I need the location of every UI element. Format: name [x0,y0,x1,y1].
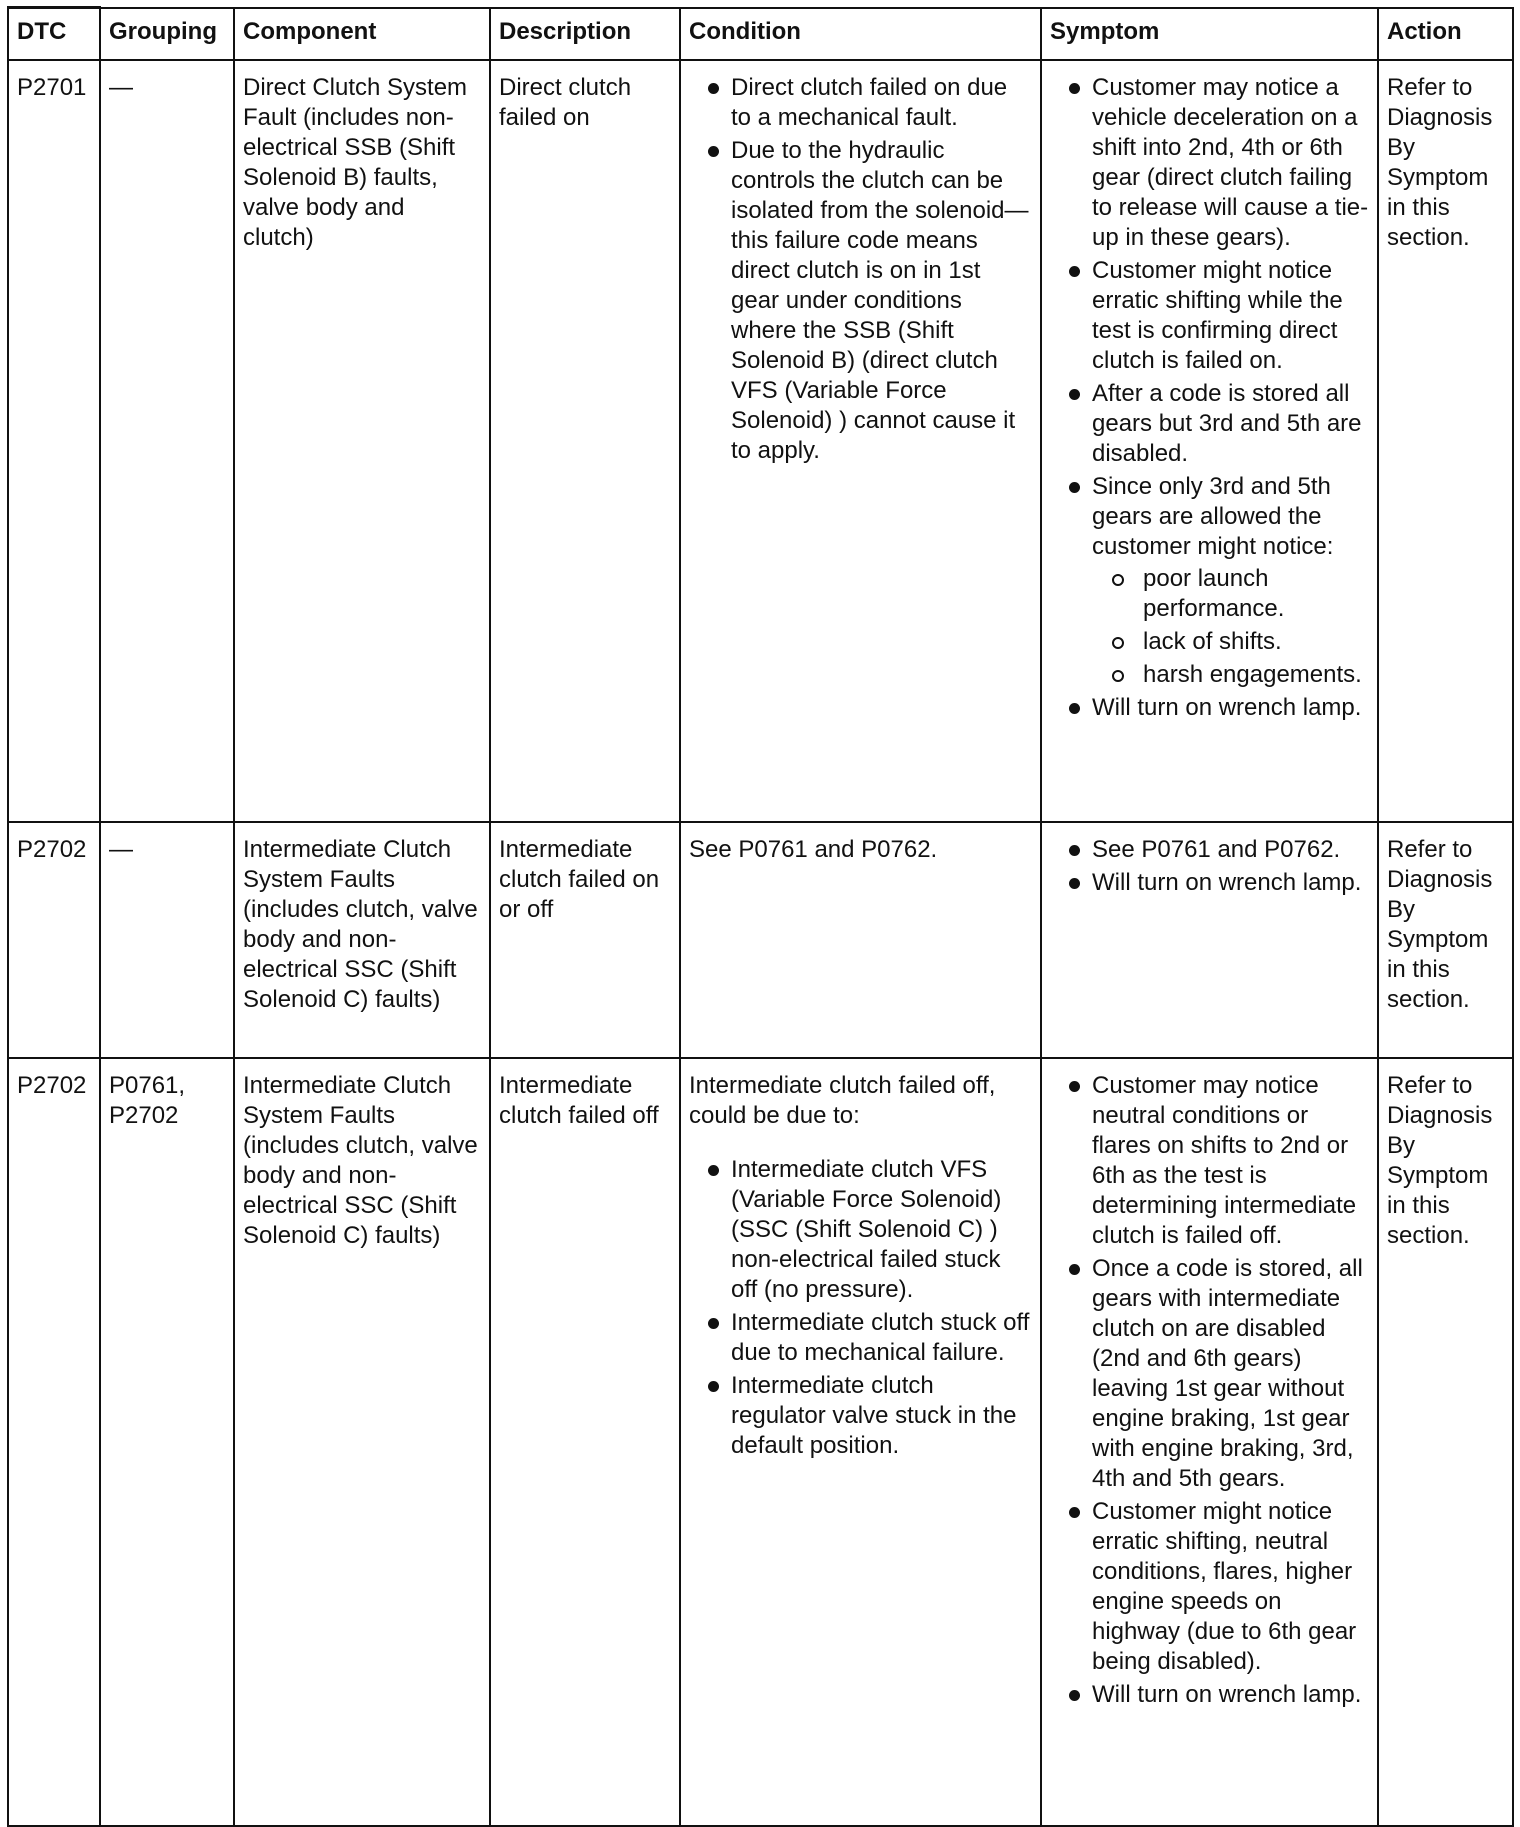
action-cell: Refer to Diagnosis By Symptom in this section. [1378,60,1513,822]
header-dtc: DTC [8,8,100,61]
header-symptom: Symptom [1041,8,1378,61]
symptom-sublist [1092,564,1369,690]
symptom-item-with-sublist [1050,472,1369,690]
condition-cell [680,60,1041,822]
symptom-subitem: poor launch performance. [1092,564,1369,624]
header-action: Action [1378,8,1513,61]
condition-item: Intermediate clutch VFS (Variable Force Solenoid) (SSC (Shift Solenoid C) ) non-electrical failed stuck off (no pressure). [689,1155,1032,1305]
condition-item: Direct clutch failed on due to a mechanical fault. [689,73,1032,133]
description-cell: Intermediate clutch failed on or off [490,822,680,1058]
action-cell: Refer to Diagnosis By Symptom in this section. [1378,1058,1513,1826]
symptom-item: Customer may notice neutral conditions or flares on shifts to 2nd or 6th as the test is determining intermediate clutch is failed off. [1050,1071,1369,1251]
dtc-table [7,6,1514,1827]
grouping-cell: — [100,822,234,1058]
table-row [8,1058,1513,1826]
symptom-item: Customer might notice erratic shifting while the test is confirming direct clutch is failed on. [1050,256,1369,376]
symptom-item: Will turn on wrench lamp. [1050,693,1369,723]
symptom-item: After a code is stored all gears but 3rd and 5th are disabled. [1050,379,1369,469]
condition-list [689,73,1032,466]
description-cell: Intermediate clutch failed off [490,1058,680,1826]
symptom-item: Customer may notice a vehicle deceleration on a shift into 2nd, 4th or 6th gear (direct clutch failing to release will cause a tie-up in these gears). [1050,73,1369,253]
dtc-cell: P2701 [8,60,100,822]
condition-cell [680,1058,1041,1826]
table-row [8,60,1513,822]
symptom-item: Customer might notice erratic shifting, neutral conditions, flares, higher engine speeds on highway (due to 6th gear being disabled). [1050,1497,1369,1677]
header-row [8,8,1513,61]
condition-cell: See P0761 and P0762. [680,822,1041,1058]
header-description: Description [490,8,680,61]
grouping-cell: — [100,60,234,822]
symptom-subitem: harsh engagements. [1092,660,1369,690]
condition-item: Intermediate clutch stuck off due to mechanical failure. [689,1308,1032,1368]
condition-item: Intermediate clutch regulator valve stuck in the default position. [689,1371,1032,1461]
symptom-cell [1041,822,1378,1058]
table-row [8,822,1513,1058]
symptom-cell [1041,60,1378,822]
dtc-cell: P2702 [8,1058,100,1826]
symptom-item: Will turn on wrench lamp. [1050,868,1369,898]
condition-item: Due to the hydraulic controls the clutch can be isolated from the solenoid— this failure code means direct clutch is on in 1st gear under conditions where the SSB (Shift Solenoid B) (direct clutch VFS (Variable Force Solenoid) ) cannot cause it to apply. [689,136,1032,466]
grouping-cell: P0761, P2702 [100,1058,234,1826]
header-condition: Condition [680,8,1041,61]
description-cell: Direct clutch failed on [490,60,680,822]
action-cell: Refer to Diagnosis By Symptom in this section. [1378,822,1513,1058]
dtc-cell: P2702 [8,822,100,1058]
symptom-item: Will turn on wrench lamp. [1050,1680,1369,1710]
symptom-list [1050,835,1369,898]
component-cell: Direct Clutch System Fault (includes non-electrical SSB (Shift Solenoid B) faults, valve body and clutch) [234,60,490,822]
condition-intro: Intermediate clutch failed off, could be due to: [689,1072,996,1129]
symptom-subitem: lack of shifts. [1092,627,1369,657]
component-cell: Intermediate Clutch System Faults (includes clutch, valve body and non-electrical SSC (Shift Solenoid C) faults) [234,822,490,1058]
symptom-item-text: Since only 3rd and 5th gears are allowed the customer might notice: [1092,473,1334,560]
symptom-item: See P0761 and P0762. [1050,835,1369,865]
symptom-item: Once a code is stored, all gears with intermediate clutch on are disabled (2nd and 6th gears) leaving 1st gear without engine braking, 1st gear with engine braking, 3rd, 4th and 5th gears. [1050,1254,1369,1494]
condition-list [689,1155,1032,1461]
symptom-list [1050,73,1369,723]
header-component: Component [234,8,490,61]
symptom-list [1050,1071,1369,1710]
header-grouping: Grouping [100,8,234,61]
component-cell: Intermediate Clutch System Faults (includes clutch, valve body and non-electrical SSC (Shift Solenoid C) faults) [234,1058,490,1826]
symptom-cell [1041,1058,1378,1826]
